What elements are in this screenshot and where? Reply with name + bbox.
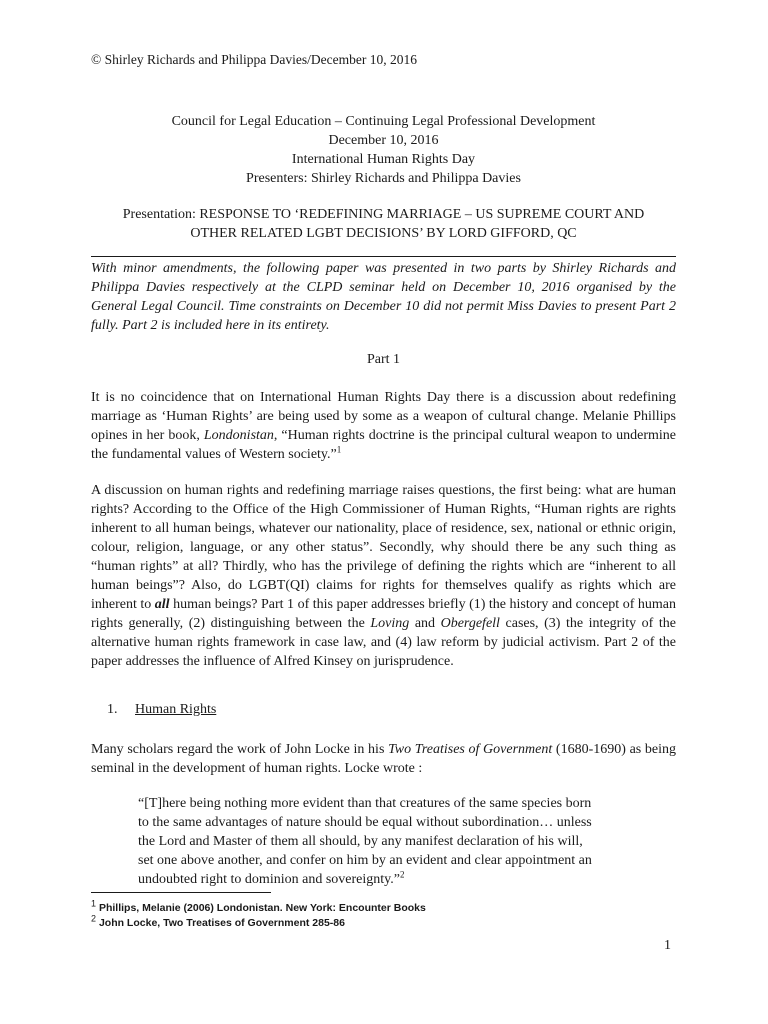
header-date: December 10, 2016	[328, 133, 439, 148]
paragraph-3	[91, 740, 676, 778]
footnote-ref-2[interactable]: 2	[399, 869, 405, 880]
part-heading: Part 1	[366, 352, 401, 367]
quote-line-last	[138, 870, 638, 889]
paragraph-2-text-a: A discussion on human rights and redefining marriage raises questions, the first being: what are human rights? According to the Office of the High Commissioner of Human Rights, “Human rights are rights inherent to all human beings, whatever our nationality, place of residence, sex, national or ethnic origin, colour, religion, language, or any other status”. Secondly, why should there be any such thing as “human rights” at all? Thirdly, who has the privilege of defining the rights which are “inherent to all human beings”? Also, do LGBT(QI) claims for rights for themselves qualify as rights which are inherent to	[91, 483, 676, 612]
footnote-ref-1[interactable]: 1	[336, 444, 342, 455]
section-title: Human Rights	[135, 702, 217, 717]
paragraph-1-text-a: It is no coincidence that on International Human Rights Day there is a discussion about redefining marriage as ‘Human Rights’ are being used by some as a weapon of cultural change. Melanie Phillips opines in her book,	[91, 390, 676, 443]
document-header	[91, 112, 676, 188]
section-heading-human-rights	[107, 702, 216, 718]
footnote-number: 1	[91, 898, 97, 909]
emphasis-all: all	[154, 597, 170, 612]
paragraph-1-text-b: , “Human rights doctrine is the principal cultural weapon to undermine the fundamental values of Western society.”	[91, 428, 676, 462]
footnotes	[91, 898, 676, 931]
footnote-separator	[91, 892, 271, 893]
quote-line: to the same advantages of nature should be equal without subordination… unless	[138, 815, 592, 830]
paragraph-3-text-a: Many scholars regard the work of John Locke in his	[91, 742, 389, 757]
footnote-2	[91, 913, 676, 931]
horizontal-rule	[91, 256, 676, 257]
quote-line: “[T]here being nothing more evident than that creatures of the same species born	[138, 796, 592, 811]
paragraph-2-text-d: cases, (3) the integrity of the alternative human rights framework in case law, and (4) law reform by judicial activism. Part 2 of the paper addresses the influence of Alfred Kinsey on jurisprudence.	[91, 616, 676, 669]
copyright-line: © Shirley Richards and Philippa Davies/December 10, 2016	[91, 52, 417, 67]
presentation-title-line2: OTHER RELATED LGBT DECISIONS’ BY LORD GIFFORD, QC	[190, 226, 577, 241]
intro-note: With minor amendments, the following paper was presented in two parts by Shirley Richards and Philippa Davies respectively at the CLPD seminar held on December 10, 2016 organised by the General Legal Council. Time constraints on December 10 did not permit Miss Davies to present Part 2 fully. Part 2 is included here in its entirety.	[91, 261, 676, 333]
paragraph-1	[91, 388, 676, 464]
paragraph-2-text-b: human beings? Part 1 of this paper addresses briefly (1) the history and concept of human rights generally, (2) distinguishing between the	[91, 597, 676, 631]
header-presenters: Presenters: Shirley Richards and Philippa Davies	[246, 171, 521, 186]
header-organisation: Council for Legal Education – Continuing Legal Professional Development	[171, 114, 596, 129]
locke-quote	[138, 794, 638, 889]
quote-line: the Lord and Master of them all should, by any manifest declaration of his will,	[138, 834, 583, 849]
page-number: 1	[664, 938, 671, 953]
case-obergefell: Obergefell	[440, 616, 500, 631]
header-event: International Human Rights Day	[291, 152, 476, 167]
case-loving: Loving	[370, 616, 410, 631]
quote-line: undoubted right to dominion and sovereignty.”	[138, 872, 400, 887]
book-title-londonistan: Londonistan	[203, 428, 274, 443]
footnote-text: John Locke, Two Treatises of Government 285-86	[98, 917, 345, 929]
footnote-1	[91, 898, 676, 916]
paragraph-2	[91, 481, 676, 671]
quote-line: set one above another, and confer on him by an evident and clear appointment an	[138, 853, 592, 868]
book-title-two-treatises: Two Treatises of Government	[388, 742, 553, 757]
footnote-number: 2	[91, 913, 97, 924]
presentation-title	[91, 205, 676, 243]
paragraph-3-text-b: (1680-1690) as being seminal in the development of human rights. Locke wrote :	[91, 742, 676, 776]
presentation-title-line1: Presentation: RESPONSE TO ‘REDEFINING MARRIAGE – US SUPREME COURT AND	[122, 207, 645, 222]
footnote-text: Phillips, Melanie (2006) Londonistan. New York: Encounter Books	[98, 902, 426, 914]
section-number: 1.	[107, 702, 118, 717]
paragraph-2-text-c: and	[409, 616, 441, 631]
